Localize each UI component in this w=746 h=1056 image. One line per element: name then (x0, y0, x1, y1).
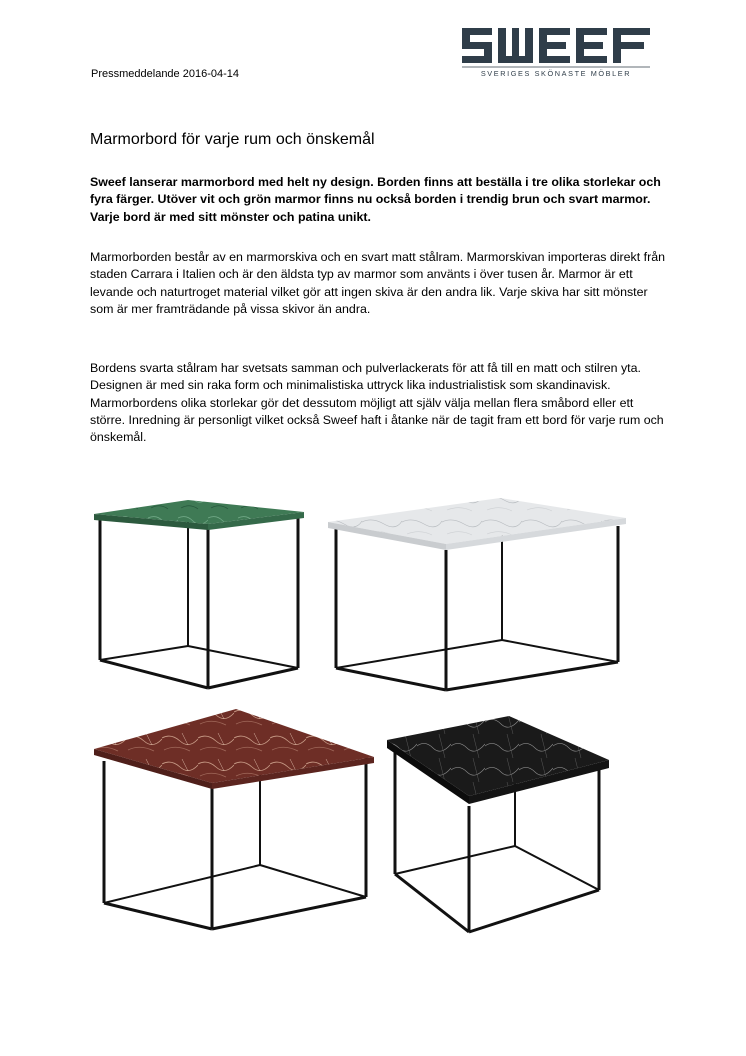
white-marble-table-photo (322, 490, 634, 695)
green-marble-table-photo (88, 490, 318, 695)
brown-marble-top (94, 709, 374, 783)
black-marble-table-photo (383, 710, 615, 942)
logo-tagline: SVERIGES SKÖNASTE MÖBLER (480, 69, 632, 78)
brown-marble-table-photo (90, 705, 378, 935)
black-marble-top (387, 716, 609, 796)
white-marble-top (328, 498, 626, 544)
sweef-logo (462, 26, 652, 78)
press-release-date: Pressmeddelande 2016-04-14 (91, 68, 239, 80)
article-paragraph-2: Bordens svarta stålram har svetsats samman och pulverlackerats för att få till en matt och stilren yta. Designen är med sin raka form och minimalistiska uttryck lika industrialistisk som skandinavisk. Marmorbordens olika storlekar gör det dessutom möjligt att själv välja mellan flera småbord eller ett större. Inredning är personligt vilket också Sweef haft i åtanke när de tagit fram ett bord för varje rum och önskemål. (90, 361, 664, 445)
article-title: Marmorbord för varje rum och önskemål (90, 131, 375, 148)
article-lead: Sweef lanserar marmorbord med helt ny design. Borden finns att beställa i tre olika storlekar och fyra färger. Utöver vit och grön marmor finns nu också borden i trendig brun och svart marmor. Varje bord är med sitt mönster och patina unikt. (90, 175, 661, 224)
article-paragraph-1: Marmorborden består av en marmorskiva och en svart matt stålram. Marmorskivan importeras direkt från staden Carrara i Italien och är den äldsta typ av marmor som använts i över tusen år. Marmor är ett levande och naturtroget material vilket gör att ingen skiva är den andra lik. Varje skiva har sitt mönster som är mer framträdande på vissa skivor än andra. (90, 250, 665, 316)
